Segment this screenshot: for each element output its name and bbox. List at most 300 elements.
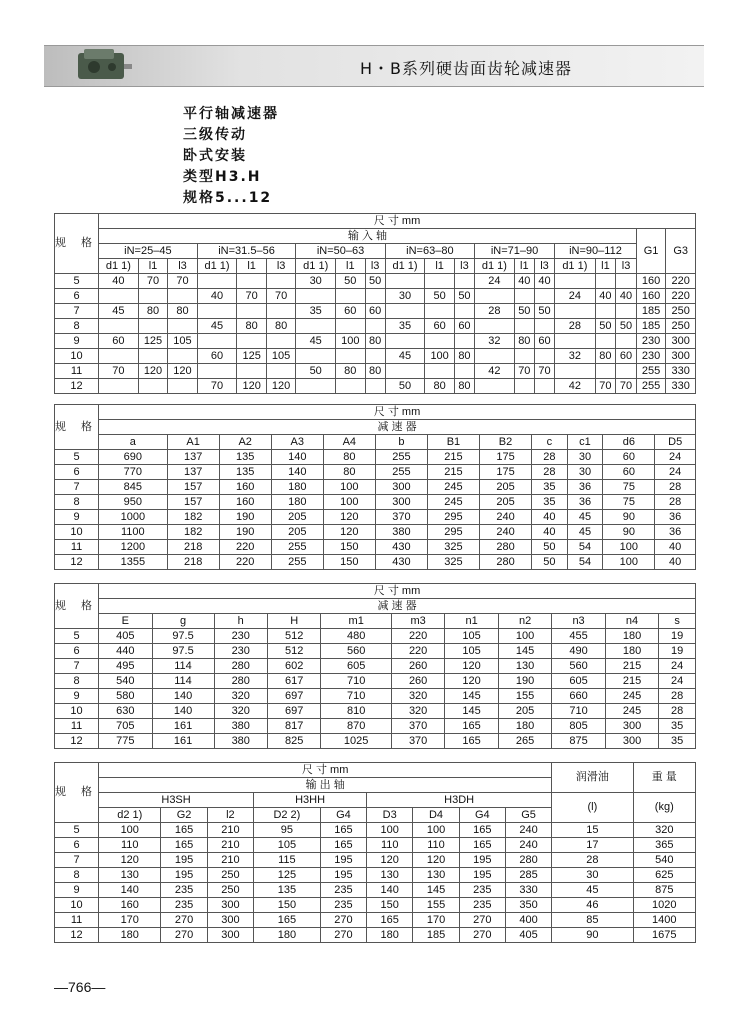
size-cell: 10 <box>55 525 99 540</box>
table-cell: 100 <box>603 540 655 555</box>
col-header: c1 <box>567 435 603 450</box>
table-cell: 46 <box>552 898 633 913</box>
table-cell: 270 <box>161 928 207 943</box>
table-cell: 160 <box>219 495 271 510</box>
table-cell: 1400 <box>633 913 695 928</box>
size-cell: 12 <box>55 379 99 394</box>
table-cell: 330 <box>666 379 696 394</box>
table-cell: 230 <box>214 644 267 659</box>
table-cell: 180 <box>99 928 161 943</box>
table-cell: 140 <box>271 465 323 480</box>
table-cell: 80 <box>323 465 375 480</box>
table-cell: 90 <box>603 525 655 540</box>
size-cell: 12 <box>55 555 99 570</box>
table-cell: 630 <box>99 704 152 719</box>
col-header: D5 <box>655 435 696 450</box>
table-cell: 36 <box>567 495 603 510</box>
table-cell: 210 <box>207 853 253 868</box>
table-cell <box>555 364 596 379</box>
variant-header: H3SH <box>99 793 254 808</box>
table-cell: 690 <box>99 450 168 465</box>
table-cell: 50 <box>595 319 616 334</box>
table-cell: 140 <box>152 689 214 704</box>
table-cell <box>454 364 474 379</box>
table-cell: 70 <box>197 379 237 394</box>
col-header: A4 <box>323 435 375 450</box>
table-cell: 60 <box>603 465 655 480</box>
table-cell: 137 <box>167 450 219 465</box>
table-cell <box>514 319 534 334</box>
col-header: l2 <box>207 808 253 823</box>
table-cell: 325 <box>427 540 479 555</box>
table-cell: 110 <box>413 838 459 853</box>
table-cell: 70 <box>237 289 266 304</box>
table-cell: 130 <box>367 868 413 883</box>
table-cell: 40 <box>595 289 616 304</box>
table-cell: 240 <box>505 823 551 838</box>
table-cell: 115 <box>254 853 321 868</box>
table-cell: 120 <box>367 853 413 868</box>
table-cell: 255 <box>375 450 427 465</box>
table-cell: 1025 <box>321 734 391 749</box>
sub-col-header: l1 <box>514 259 534 274</box>
table-cell: 210 <box>207 838 253 853</box>
table-cell: 165 <box>161 823 207 838</box>
table-cell <box>454 304 474 319</box>
table-cell <box>336 349 365 364</box>
col-header: n1 <box>445 614 498 629</box>
table-cell: 120 <box>99 853 161 868</box>
size-cell: 7 <box>55 480 99 495</box>
table-cell: 161 <box>152 734 214 749</box>
sub-col-header: l3 <box>168 259 197 274</box>
table-cell: 40 <box>532 525 568 540</box>
table-cell: 50 <box>534 304 554 319</box>
table-cell: 330 <box>505 883 551 898</box>
table-cell <box>237 334 266 349</box>
variant-header: H3HH <box>254 793 367 808</box>
table-cell: 36 <box>655 525 696 540</box>
table-cell: 145 <box>498 644 551 659</box>
table-cell: 810 <box>321 704 391 719</box>
table-cell: 230 <box>214 629 267 644</box>
table-cell <box>168 379 197 394</box>
col-header: B1 <box>427 435 479 450</box>
table-cell: 805 <box>552 719 605 734</box>
table-cell: 105 <box>445 644 498 659</box>
table-cell <box>555 274 596 289</box>
table-cell <box>595 274 616 289</box>
table-cell: 125 <box>138 334 167 349</box>
table-cell: 660 <box>552 689 605 704</box>
table-cell: 195 <box>459 853 505 868</box>
row-header-size: 规 格 <box>55 584 99 629</box>
table-cell: 205 <box>479 495 531 510</box>
table-cell: 120 <box>413 853 459 868</box>
table-cell: 50 <box>296 364 336 379</box>
table-cell: 490 <box>552 644 605 659</box>
table-cell: 1000 <box>99 510 168 525</box>
table-cell: 24 <box>655 465 696 480</box>
size-cell: 7 <box>55 853 99 868</box>
table-cell: 195 <box>320 853 366 868</box>
table-cell: 50 <box>532 540 568 555</box>
table-cell <box>555 334 596 349</box>
table-row <box>55 349 696 364</box>
table-cell: 114 <box>152 674 214 689</box>
table-cell: 105 <box>445 629 498 644</box>
col-header: n3 <box>552 614 605 629</box>
table-cell: 90 <box>603 510 655 525</box>
table-cell: 80 <box>365 334 385 349</box>
table-cell <box>237 304 266 319</box>
table-cell: 130 <box>498 659 551 674</box>
table-cell: 160 <box>219 480 271 495</box>
table-cell: 480 <box>321 629 391 644</box>
table-cell: 30 <box>552 868 633 883</box>
table-cell: 80 <box>425 379 454 394</box>
table-cell: 60 <box>534 334 554 349</box>
ratio-range-header: iN=90–112 <box>555 244 637 259</box>
col-header: B2 <box>479 435 531 450</box>
table-cell: 60 <box>197 349 237 364</box>
table-cell: 15 <box>552 823 633 838</box>
page-header-title: H・B系列硬齿面齿轮减速器 <box>360 59 573 78</box>
table-cell: 320 <box>391 704 444 719</box>
table-row <box>55 719 696 734</box>
table-cell: 40 <box>99 274 139 289</box>
table-cell: 380 <box>214 734 267 749</box>
table-cell: 165 <box>320 838 366 853</box>
table-cell: 240 <box>479 510 531 525</box>
table-cell: 70 <box>514 364 534 379</box>
table-cell: 195 <box>320 868 366 883</box>
table-cell: 24 <box>659 659 696 674</box>
table-cell: 400 <box>505 913 551 928</box>
table-cell: 370 <box>391 719 444 734</box>
table-cell: 705 <box>99 719 152 734</box>
size-cell: 9 <box>55 510 99 525</box>
table-cell: 36 <box>655 510 696 525</box>
table-cell: 137 <box>167 465 219 480</box>
table-cell: 210 <box>207 823 253 838</box>
table-cell: 710 <box>552 704 605 719</box>
table-cell: 140 <box>367 883 413 898</box>
table-row <box>55 838 696 853</box>
table-cell: 80 <box>454 349 474 364</box>
table-row <box>55 659 696 674</box>
table-cell <box>266 304 295 319</box>
col-header: D2 2) <box>254 808 321 823</box>
table-cell: 165 <box>254 913 321 928</box>
table-cell: 280 <box>479 540 531 555</box>
table-cell: 950 <box>99 495 168 510</box>
table-cell: 255 <box>636 364 665 379</box>
table-cell: 35 <box>532 495 568 510</box>
col-header: A1 <box>167 435 219 450</box>
table-cell <box>296 379 336 394</box>
table-row <box>55 644 696 659</box>
table-cell <box>296 349 336 364</box>
table-cell: 540 <box>633 853 695 868</box>
table-cell: 220 <box>666 274 696 289</box>
table-cell: 512 <box>267 629 320 644</box>
table-row <box>55 555 696 570</box>
title-line: 平行轴减速器 <box>183 106 279 122</box>
size-cell: 8 <box>55 868 99 883</box>
col-header: A3 <box>271 435 323 450</box>
table-row <box>55 379 696 394</box>
table-cell: 120 <box>237 379 266 394</box>
title-line: 三级传动 <box>183 127 247 143</box>
table-cell: 320 <box>391 689 444 704</box>
col-header: H <box>267 614 320 629</box>
table-cell <box>454 334 474 349</box>
table-cell <box>616 304 637 319</box>
table-cell <box>475 349 515 364</box>
table-cell: 70 <box>99 364 139 379</box>
table-cell: 160 <box>636 274 665 289</box>
table-cell: 235 <box>320 883 366 898</box>
group-header: 减 速 器 <box>99 420 696 435</box>
table-cell: 1100 <box>99 525 168 540</box>
table-cell: 70 <box>595 379 616 394</box>
table-cell <box>534 289 554 304</box>
table-row <box>55 450 696 465</box>
table-cell: 35 <box>385 319 425 334</box>
table-cell: 140 <box>152 704 214 719</box>
table-cell: 295 <box>427 525 479 540</box>
table-cell: 495 <box>99 659 152 674</box>
table-cell <box>534 379 554 394</box>
table-cell: 1200 <box>99 540 168 555</box>
table-cell: 60 <box>336 304 365 319</box>
table-cell: 135 <box>254 883 321 898</box>
table-cell <box>237 274 266 289</box>
table-cell: 170 <box>99 913 161 928</box>
table-cell: 105 <box>266 349 295 364</box>
table-cell: 50 <box>365 274 385 289</box>
table-cell: 54 <box>567 555 603 570</box>
table-cell: 110 <box>99 838 161 853</box>
sub-col-header: l1 <box>595 259 616 274</box>
table-row <box>55 868 696 883</box>
table-cell: 235 <box>459 883 505 898</box>
table-cell: 24 <box>655 450 696 465</box>
table-cell: 40 <box>514 274 534 289</box>
dimension-header: 尺 寸 mm <box>99 405 696 420</box>
table-cell: 157 <box>167 495 219 510</box>
table-cell: 70 <box>168 274 197 289</box>
table-cell <box>454 274 474 289</box>
table-cell: 75 <box>603 495 655 510</box>
table-cell <box>475 379 515 394</box>
table-cell: 380 <box>375 525 427 540</box>
table-row <box>55 853 696 868</box>
table-cell: 580 <box>99 689 152 704</box>
table-cell: 40 <box>197 289 237 304</box>
table-cell: 195 <box>161 868 207 883</box>
table-cell: 125 <box>237 349 266 364</box>
sub-col-header: l3 <box>266 259 295 274</box>
table-cell: 50 <box>514 304 534 319</box>
sub-col-header: l1 <box>138 259 167 274</box>
ratio-range-header: iN=71–90 <box>475 244 555 259</box>
table-cell: 370 <box>391 734 444 749</box>
table-cell: 135 <box>219 450 271 465</box>
gearbox-thumbnail-icon <box>74 45 134 85</box>
reducer-dimensions-table-1 <box>54 404 696 570</box>
table-cell: 60 <box>365 304 385 319</box>
table-cell: 180 <box>367 928 413 943</box>
output-shaft-table <box>54 762 696 943</box>
sub-col-header: d1 1) <box>99 259 139 274</box>
table-cell <box>555 304 596 319</box>
table-cell <box>616 274 637 289</box>
sub-col-header: l3 <box>534 259 554 274</box>
table-cell <box>197 274 237 289</box>
table-row <box>55 510 696 525</box>
table-cell: 255 <box>271 540 323 555</box>
table-cell: 330 <box>666 364 696 379</box>
col-header-g1: G1 <box>636 229 665 274</box>
table-cell: 105 <box>254 838 321 853</box>
table-cell: 870 <box>321 719 391 734</box>
sub-col-header: d1 1) <box>296 259 336 274</box>
table-cell: 150 <box>323 540 375 555</box>
table-row <box>55 465 696 480</box>
table-cell: 180 <box>271 495 323 510</box>
table-cell: 205 <box>271 510 323 525</box>
table-cell: 60 <box>454 319 474 334</box>
sub-col-header: l3 <box>616 259 637 274</box>
table-cell: 280 <box>214 659 267 674</box>
table-cell <box>138 319 167 334</box>
table-row <box>55 928 696 943</box>
table-cell: 560 <box>552 659 605 674</box>
table-cell: 120 <box>445 674 498 689</box>
size-cell: 6 <box>55 644 99 659</box>
table-cell: 875 <box>633 883 695 898</box>
table-cell: 50 <box>454 289 474 304</box>
table-row <box>55 364 696 379</box>
table-cell: 28 <box>655 480 696 495</box>
table-cell: 240 <box>479 525 531 540</box>
table-cell: 100 <box>603 555 655 570</box>
size-cell: 10 <box>55 898 99 913</box>
table-cell: 180 <box>254 928 321 943</box>
table-cell: 85 <box>552 913 633 928</box>
size-cell: 11 <box>55 540 99 555</box>
table-row <box>55 525 696 540</box>
table-cell: 130 <box>413 868 459 883</box>
table-cell: 605 <box>321 659 391 674</box>
table-cell <box>266 334 295 349</box>
col-header: d2 1) <box>99 808 161 823</box>
table-cell: 320 <box>214 689 267 704</box>
table-cell: 24 <box>555 289 596 304</box>
table-cell: 28 <box>555 319 596 334</box>
table-cell: 42 <box>555 379 596 394</box>
table-cell: 875 <box>552 734 605 749</box>
table-cell: 190 <box>498 674 551 689</box>
table-row <box>55 704 696 719</box>
table-cell: 100 <box>413 823 459 838</box>
table-cell: 165 <box>459 823 505 838</box>
table-cell <box>385 364 425 379</box>
table-cell: 90 <box>552 928 633 943</box>
table-cell <box>425 364 454 379</box>
table-cell: 300 <box>605 734 658 749</box>
table-cell: 1020 <box>633 898 695 913</box>
size-cell: 7 <box>55 304 99 319</box>
table-cell: 625 <box>633 868 695 883</box>
table-cell: 32 <box>475 334 515 349</box>
table-cell: 230 <box>636 349 665 364</box>
oil-unit: (l) <box>552 793 633 823</box>
table-cell: 19 <box>659 644 696 659</box>
table-cell: 165 <box>320 823 366 838</box>
col-header: D4 <box>413 808 459 823</box>
weight-header: 重 量 <box>633 763 695 793</box>
table-cell: 215 <box>605 674 658 689</box>
table-cell <box>425 274 454 289</box>
table-cell: 40 <box>655 555 696 570</box>
table-cell <box>595 304 616 319</box>
title-line: 规格5...12 <box>183 190 273 206</box>
table-cell <box>168 349 197 364</box>
table-cell: 28 <box>532 465 568 480</box>
table-cell: 325 <box>427 555 479 570</box>
table-cell <box>197 364 237 379</box>
table-cell <box>365 289 385 304</box>
table-cell: 100 <box>99 823 161 838</box>
table-cell: 35 <box>532 480 568 495</box>
col-header: g <box>152 614 214 629</box>
table-cell <box>365 379 385 394</box>
table-cell: 95 <box>254 823 321 838</box>
table-cell: 80 <box>336 364 365 379</box>
table-cell: 160 <box>99 898 161 913</box>
table-cell: 80 <box>266 319 295 334</box>
table-cell: 235 <box>459 898 505 913</box>
table-cell <box>237 364 266 379</box>
table-cell: 430 <box>375 555 427 570</box>
table-cell: 30 <box>385 289 425 304</box>
table-cell: 775 <box>99 734 152 749</box>
table-cell <box>425 304 454 319</box>
table-cell: 120 <box>138 364 167 379</box>
table-cell <box>266 364 295 379</box>
size-cell: 6 <box>55 838 99 853</box>
table-cell <box>168 319 197 334</box>
table-cell <box>385 304 425 319</box>
table-cell <box>99 379 139 394</box>
table-cell: 270 <box>320 928 366 943</box>
table-cell: 140 <box>271 450 323 465</box>
table-cell: 100 <box>425 349 454 364</box>
table-cell: 140 <box>99 883 161 898</box>
table-cell: 35 <box>296 304 336 319</box>
table-cell: 36 <box>567 480 603 495</box>
table-cell: 155 <box>498 689 551 704</box>
table-cell: 170 <box>413 913 459 928</box>
table-cell: 45 <box>99 304 139 319</box>
table-cell <box>595 364 616 379</box>
table-cell: 205 <box>479 480 531 495</box>
table-cell: 165 <box>445 734 498 749</box>
table-cell: 540 <box>99 674 152 689</box>
